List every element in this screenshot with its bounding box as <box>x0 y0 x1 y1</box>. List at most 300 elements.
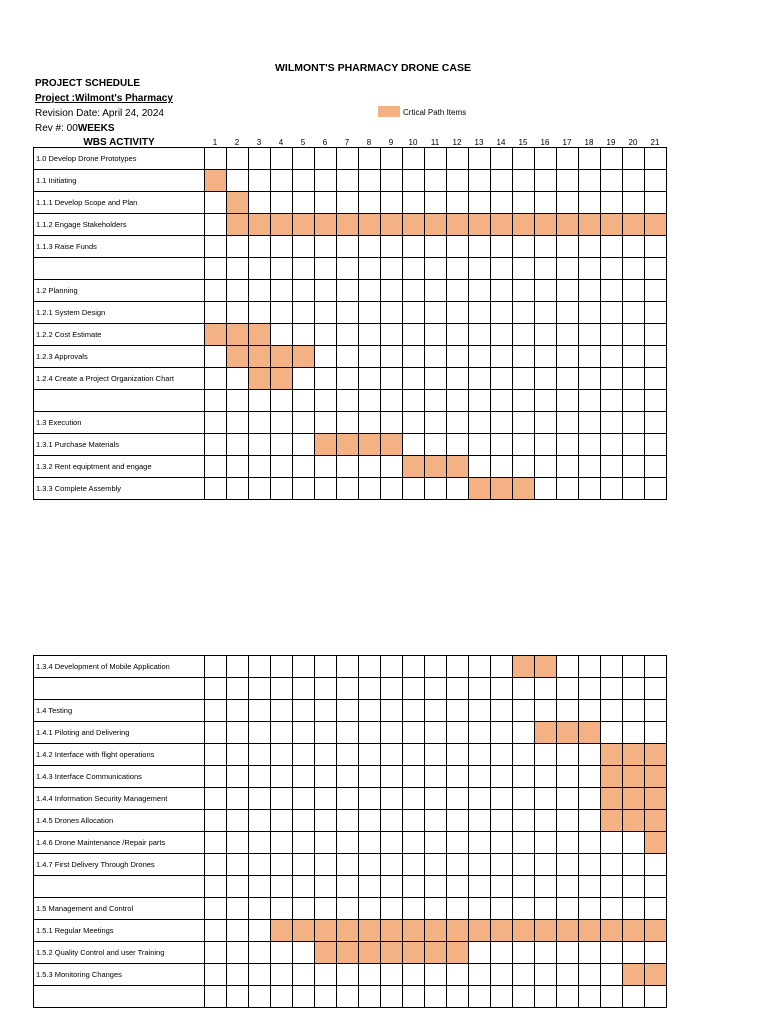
week-cell <box>491 788 513 810</box>
week-cell <box>403 722 425 744</box>
week-cell <box>271 854 293 876</box>
week-cell <box>337 258 359 280</box>
week-cell <box>271 656 293 678</box>
week-cell <box>227 478 249 500</box>
week-cell <box>513 854 535 876</box>
week-cell <box>315 236 337 258</box>
week-cell <box>337 170 359 192</box>
week-cell <box>601 258 623 280</box>
week-cell <box>535 876 557 898</box>
week-cell <box>447 700 469 722</box>
week-cell <box>579 810 601 832</box>
week-cell <box>381 258 403 280</box>
critical-path-cell <box>513 214 535 236</box>
week-cell <box>271 876 293 898</box>
week-cell <box>425 964 447 986</box>
week-cell <box>381 986 403 1008</box>
table-row <box>34 148 667 170</box>
schedule-table-bottom <box>33 655 667 1008</box>
week-cell <box>337 656 359 678</box>
week-cell <box>601 656 623 678</box>
critical-path-cell <box>381 214 403 236</box>
week-cell <box>557 942 579 964</box>
week-cell <box>205 346 227 368</box>
week-number: 13 <box>474 138 484 147</box>
week-cell <box>425 898 447 920</box>
week-cell <box>227 920 249 942</box>
week-cell <box>623 456 645 478</box>
week-cell <box>359 478 381 500</box>
week-cell <box>205 854 227 876</box>
week-cell <box>601 854 623 876</box>
week-number: 18 <box>584 138 594 147</box>
week-cell <box>293 854 315 876</box>
critical-path-cell <box>205 324 227 346</box>
week-cell <box>403 832 425 854</box>
week-cell <box>557 964 579 986</box>
week-cell <box>381 192 403 214</box>
table-row <box>34 898 667 920</box>
week-cell <box>601 942 623 964</box>
week-cell <box>557 478 579 500</box>
critical-path-cell <box>557 920 579 942</box>
week-cell <box>381 832 403 854</box>
week-cell <box>535 766 557 788</box>
week-cell <box>601 148 623 170</box>
week-cell <box>491 456 513 478</box>
week-cell <box>491 148 513 170</box>
critical-path-cell <box>469 214 491 236</box>
week-cell <box>557 656 579 678</box>
week-cell <box>447 478 469 500</box>
week-cell <box>601 456 623 478</box>
week-cell <box>403 280 425 302</box>
week-cell <box>403 766 425 788</box>
week-cell <box>425 302 447 324</box>
week-cell <box>623 236 645 258</box>
week-cell <box>381 766 403 788</box>
week-cell <box>469 456 491 478</box>
week-cell <box>403 412 425 434</box>
week-cell <box>315 478 337 500</box>
week-cell <box>337 898 359 920</box>
week-cell <box>315 302 337 324</box>
week-cell <box>425 148 447 170</box>
week-cell <box>469 766 491 788</box>
week-cell <box>425 478 447 500</box>
critical-path-cell <box>623 214 645 236</box>
week-cell <box>623 258 645 280</box>
week-cell <box>249 478 271 500</box>
week-cell <box>469 810 491 832</box>
week-cell <box>315 280 337 302</box>
week-number: 21 <box>650 138 660 147</box>
wbs-activity-header: WBS ACTIVITY <box>83 137 155 148</box>
critical-path-cell <box>249 368 271 390</box>
week-cell <box>249 656 271 678</box>
week-cell <box>381 744 403 766</box>
week-cell <box>425 412 447 434</box>
week-cell <box>513 456 535 478</box>
critical-path-cell <box>601 810 623 832</box>
week-cell <box>601 434 623 456</box>
week-cell <box>469 744 491 766</box>
week-cell <box>645 722 667 744</box>
critical-path-cell <box>535 656 557 678</box>
project-name: Project :Wilmont's Pharmacy <box>35 93 173 104</box>
week-cell <box>447 744 469 766</box>
activity-label: 1.5 Management and Control <box>34 898 205 920</box>
week-cell <box>359 280 381 302</box>
week-cell <box>205 700 227 722</box>
week-cell <box>447 346 469 368</box>
week-cell <box>205 478 227 500</box>
critical-path-cell <box>315 942 337 964</box>
week-cell <box>447 368 469 390</box>
week-cell <box>359 192 381 214</box>
critical-path-cell <box>623 964 645 986</box>
week-cell <box>249 434 271 456</box>
week-cell <box>315 678 337 700</box>
week-cell <box>447 678 469 700</box>
week-cell <box>359 346 381 368</box>
week-cell <box>359 412 381 434</box>
week-cell <box>403 854 425 876</box>
week-cell <box>469 258 491 280</box>
week-cell <box>513 700 535 722</box>
week-cell <box>249 744 271 766</box>
activity-label: 1.3.2 Rent equiptment and engage <box>34 456 205 478</box>
week-cell <box>535 236 557 258</box>
week-cell <box>469 964 491 986</box>
critical-path-cell <box>359 942 381 964</box>
week-cell <box>337 390 359 412</box>
week-cell <box>513 148 535 170</box>
week-cell <box>491 810 513 832</box>
activity-label: 1.5.1 Regular Meetings <box>34 920 205 942</box>
week-cell <box>227 722 249 744</box>
week-cell <box>535 258 557 280</box>
critical-path-cell <box>601 920 623 942</box>
week-cell <box>359 876 381 898</box>
week-cell <box>535 280 557 302</box>
week-cell <box>579 898 601 920</box>
week-cell <box>227 368 249 390</box>
week-cell <box>601 412 623 434</box>
week-number: 16 <box>540 138 550 147</box>
week-number: 12 <box>452 138 462 147</box>
week-cell <box>513 390 535 412</box>
week-cell <box>601 236 623 258</box>
week-cell <box>315 324 337 346</box>
critical-path-cell <box>645 766 667 788</box>
week-cell <box>403 302 425 324</box>
week-cell <box>227 788 249 810</box>
critical-path-cell <box>447 214 469 236</box>
week-cell <box>491 368 513 390</box>
week-cell <box>513 788 535 810</box>
week-cell <box>249 854 271 876</box>
week-cell <box>293 898 315 920</box>
week-cell <box>557 390 579 412</box>
week-cell <box>557 192 579 214</box>
critical-path-cell <box>271 346 293 368</box>
week-cell <box>491 964 513 986</box>
table-row <box>34 192 667 214</box>
week-cell <box>425 236 447 258</box>
week-cell <box>315 456 337 478</box>
week-cell <box>293 148 315 170</box>
week-cell <box>579 368 601 390</box>
week-number: 7 <box>344 138 350 147</box>
week-cell <box>447 810 469 832</box>
week-cell <box>447 192 469 214</box>
week-cell <box>381 148 403 170</box>
activity-label: 1.4.6 Drone Maintenance /Repair parts <box>34 832 205 854</box>
week-cell <box>205 964 227 986</box>
week-cell <box>535 788 557 810</box>
critical-path-cell <box>315 214 337 236</box>
critical-path-cell <box>271 920 293 942</box>
critical-path-cell <box>359 214 381 236</box>
week-cell <box>513 258 535 280</box>
week-cell <box>579 854 601 876</box>
week-cell <box>205 214 227 236</box>
week-cell <box>645 324 667 346</box>
critical-path-cell <box>315 434 337 456</box>
table-row <box>34 368 667 390</box>
week-cell <box>579 302 601 324</box>
week-number: 4 <box>278 138 284 147</box>
activity-label: 1.2.1 System Design <box>34 302 205 324</box>
week-cell <box>447 324 469 346</box>
week-cell <box>623 678 645 700</box>
week-cell <box>557 788 579 810</box>
week-cell <box>535 170 557 192</box>
week-cell <box>337 810 359 832</box>
week-cell <box>491 324 513 346</box>
critical-path-cell <box>293 214 315 236</box>
week-cell <box>249 456 271 478</box>
week-cell <box>315 876 337 898</box>
week-cell <box>513 346 535 368</box>
critical-path-cell <box>623 744 645 766</box>
week-cell <box>205 766 227 788</box>
week-cell <box>315 722 337 744</box>
critical-path-cell <box>601 214 623 236</box>
week-cell <box>425 986 447 1008</box>
week-cell <box>469 986 491 1008</box>
week-cell <box>645 678 667 700</box>
week-cell <box>491 170 513 192</box>
week-cell <box>381 368 403 390</box>
week-cell <box>579 678 601 700</box>
week-cell <box>535 390 557 412</box>
week-cell <box>513 192 535 214</box>
week-cell <box>227 854 249 876</box>
critical-path-legend-label: Crtical Path Items <box>403 108 467 117</box>
week-cell <box>491 942 513 964</box>
table-row <box>34 678 667 700</box>
week-cell <box>205 258 227 280</box>
critical-path-cell <box>337 942 359 964</box>
week-cell <box>381 478 403 500</box>
week-cell <box>381 788 403 810</box>
week-cell <box>447 964 469 986</box>
week-cell <box>293 236 315 258</box>
week-cell <box>535 192 557 214</box>
week-cell <box>271 964 293 986</box>
week-cell <box>337 986 359 1008</box>
week-number: 6 <box>322 138 328 147</box>
table-row <box>34 832 667 854</box>
week-cell <box>623 170 645 192</box>
week-cell <box>227 876 249 898</box>
week-cell <box>271 678 293 700</box>
week-cell <box>315 854 337 876</box>
week-cell <box>579 412 601 434</box>
week-cell <box>535 942 557 964</box>
table-row <box>34 456 667 478</box>
revision-date: Revision Date: April 24, 2024 <box>35 108 164 119</box>
week-cell <box>293 942 315 964</box>
week-cell <box>623 898 645 920</box>
week-cell <box>205 434 227 456</box>
schedule-table-top <box>33 147 667 500</box>
week-cell <box>381 810 403 832</box>
week-cell <box>293 324 315 346</box>
activity-label: 1.2.2 Cost Estimate <box>34 324 205 346</box>
critical-path-cell <box>623 810 645 832</box>
week-cell <box>359 148 381 170</box>
week-cell <box>579 148 601 170</box>
week-cell <box>557 456 579 478</box>
critical-path-cell <box>513 656 535 678</box>
week-cell <box>535 678 557 700</box>
week-cell <box>381 456 403 478</box>
week-cell <box>513 412 535 434</box>
week-cell <box>469 854 491 876</box>
week-cell <box>535 744 557 766</box>
week-cell <box>381 280 403 302</box>
week-cell <box>359 788 381 810</box>
week-cell <box>491 434 513 456</box>
week-cell <box>337 236 359 258</box>
critical-path-cell <box>249 214 271 236</box>
week-cell <box>315 170 337 192</box>
critical-path-legend-swatch <box>378 106 400 117</box>
week-cell <box>403 986 425 1008</box>
week-cell <box>271 192 293 214</box>
week-cell <box>645 236 667 258</box>
week-cell <box>271 390 293 412</box>
week-cell <box>513 722 535 744</box>
activity-label: 1.4.3 Interface Communications <box>34 766 205 788</box>
week-cell <box>205 236 227 258</box>
activity-label: 1.5.3 Monitoring Changes <box>34 964 205 986</box>
week-cell <box>579 788 601 810</box>
week-cell <box>513 898 535 920</box>
week-cell <box>403 788 425 810</box>
critical-path-cell <box>601 788 623 810</box>
week-cell <box>601 678 623 700</box>
week-cell <box>425 390 447 412</box>
critical-path-cell <box>579 214 601 236</box>
week-cell <box>623 700 645 722</box>
week-cell <box>447 854 469 876</box>
week-cell <box>425 324 447 346</box>
table-row <box>34 280 667 302</box>
document-title: WILMONT'S PHARMACY DRONE CASE <box>275 62 471 74</box>
week-cell <box>557 766 579 788</box>
week-cell <box>337 192 359 214</box>
week-cell <box>337 876 359 898</box>
week-cell <box>249 722 271 744</box>
critical-path-cell <box>227 324 249 346</box>
week-cell <box>205 148 227 170</box>
critical-path-cell <box>469 478 491 500</box>
week-cell <box>645 942 667 964</box>
week-cell <box>425 192 447 214</box>
week-cell <box>271 302 293 324</box>
week-cell <box>205 412 227 434</box>
week-cell <box>337 456 359 478</box>
week-cell <box>249 258 271 280</box>
week-cell <box>469 170 491 192</box>
week-cell <box>315 986 337 1008</box>
week-cell <box>271 766 293 788</box>
week-cell <box>271 456 293 478</box>
week-cell <box>315 368 337 390</box>
week-cell <box>557 810 579 832</box>
week-cell <box>601 368 623 390</box>
week-cell <box>557 854 579 876</box>
week-cell <box>249 302 271 324</box>
table-row <box>34 324 667 346</box>
week-cell <box>513 434 535 456</box>
week-cell <box>337 964 359 986</box>
week-cell <box>293 832 315 854</box>
week-cell <box>227 170 249 192</box>
week-cell <box>205 302 227 324</box>
week-cell <box>227 390 249 412</box>
critical-path-cell <box>403 920 425 942</box>
week-cell <box>271 832 293 854</box>
week-cell <box>469 390 491 412</box>
week-cell <box>403 148 425 170</box>
week-cell <box>293 722 315 744</box>
critical-path-cell <box>271 368 293 390</box>
week-cell <box>645 478 667 500</box>
week-cell <box>645 412 667 434</box>
activity-label: 1.4.7 First Delivery Through Drones <box>34 854 205 876</box>
week-cell <box>337 832 359 854</box>
week-cell <box>535 478 557 500</box>
week-cell <box>337 280 359 302</box>
table-row <box>34 656 667 678</box>
week-cell <box>491 986 513 1008</box>
week-cell <box>205 456 227 478</box>
week-cell <box>425 656 447 678</box>
week-cell <box>535 368 557 390</box>
critical-path-cell <box>337 214 359 236</box>
week-cell <box>535 346 557 368</box>
week-cell <box>491 766 513 788</box>
week-cell <box>293 390 315 412</box>
week-number: 15 <box>518 138 528 147</box>
week-cell <box>601 722 623 744</box>
critical-path-cell <box>645 788 667 810</box>
